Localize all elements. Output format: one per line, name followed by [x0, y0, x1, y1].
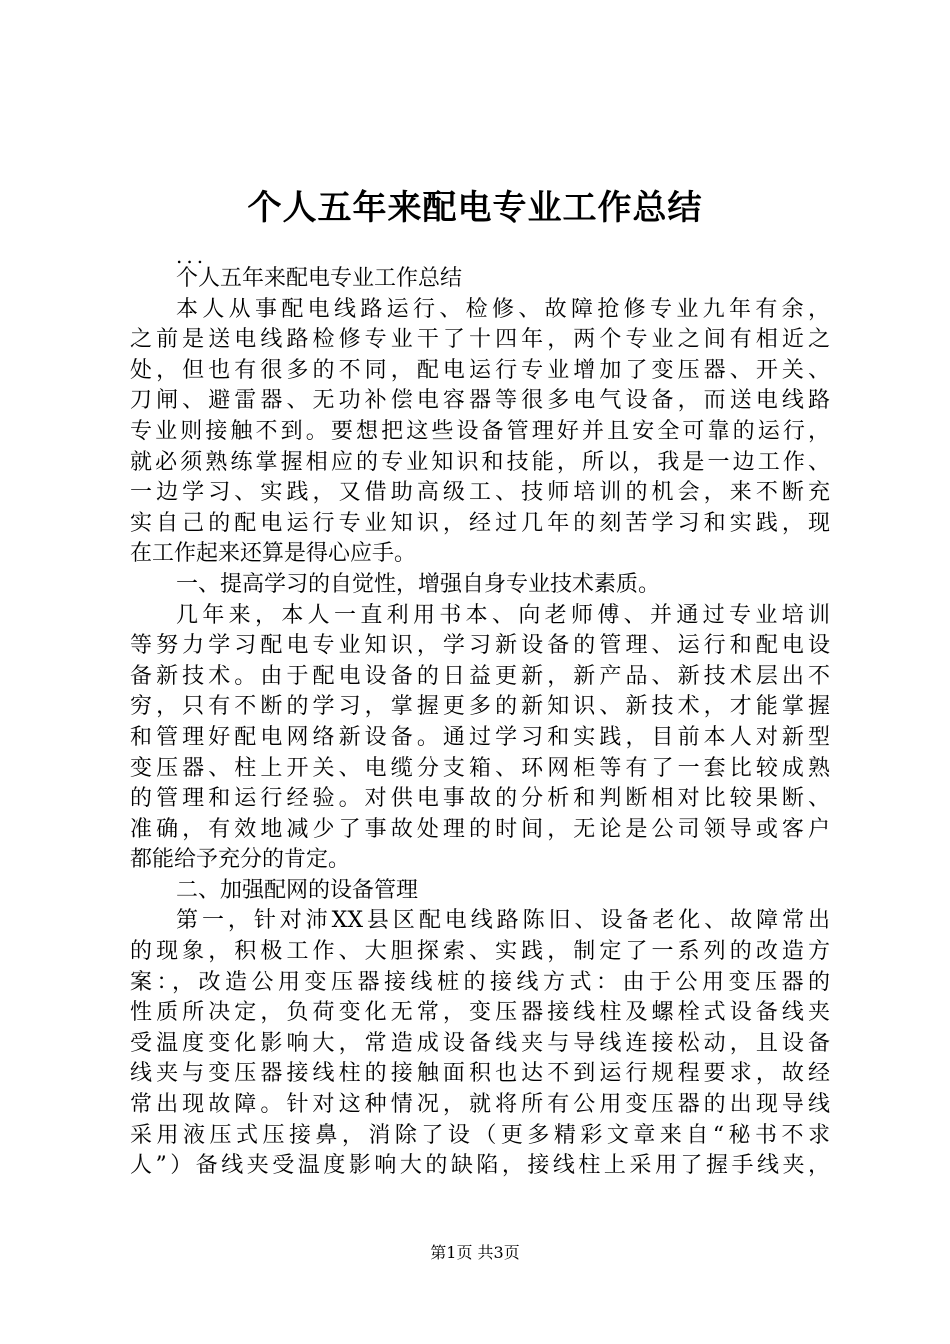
- text-line: 之前是送电线路检修专业干了十四年，两个专业之间有相近之: [130, 327, 830, 353]
- text-line: 在工作起来还算是得心应手。: [130, 541, 417, 567]
- text-line: 备新技术。由于配电设备的日益更新，新产品、新技术层出不: [130, 663, 830, 689]
- text-line: 一、提高学习的自觉性，增强自身专业技术素质。: [176, 571, 661, 597]
- text-line: 的管理和运行经验。对供电事故的分析和判断相对比较果断、: [130, 786, 830, 812]
- text-line: 采用液压式压接鼻，消除了设（更多精彩文章来自“秘书不求: [130, 1122, 830, 1148]
- text-line: 穷，只有不断的学习，掌握更多的新知识、新技术，才能掌握: [130, 694, 830, 720]
- page-footer: 第1页 共3页: [430, 1243, 520, 1262]
- text-line: 专业则接触不到。要想把这些设备管理好并且安全可靠的运行，: [130, 418, 830, 444]
- text-line: 第一，针对沛XX县区配电线路陈旧、设备老化、故障常出: [176, 908, 830, 934]
- text-line: 性质所决定，负荷变化无常，变压器接线柱及螺栓式设备线夹: [130, 1000, 830, 1026]
- text-line: 一边学习、实践，又借助高级工、技师培训的机会，来不断充: [130, 480, 830, 506]
- text-line: 个人五年来配电专业工作总结: [176, 266, 463, 291]
- text-line: 变压器、柱上开关、电缆分支箱、环网柜等有了一套比较成熟: [130, 755, 830, 781]
- text-line: 几年来，本人一直利用书本、向老师傅、并通过专业培训: [176, 602, 830, 628]
- text-line: 受温度变化影响大，常造成设备线夹与导线连接松动，且设备: [130, 1030, 830, 1056]
- text-line: 线夹与变压器接线柱的接触面积也达不到运行规程要求，故经: [130, 1061, 830, 1087]
- text-line: 准确，有效地减少了事故处理的时间，无论是公司领导或客户: [130, 816, 830, 842]
- ellipsis-marker: ...: [176, 244, 208, 268]
- text-line: 常出现故障。针对这种情况，就将所有公用变压器的出现导线: [130, 1092, 830, 1118]
- text-line: 和管理好配电网络新设备。通过学习和实践，目前本人对新型: [130, 724, 830, 750]
- text-line: 实自己的配电运行专业知识，经过几年的刻苦学习和实践，现: [130, 510, 830, 536]
- text-line: 二、加强配网的设备管理: [176, 877, 419, 903]
- text-line: 处，但也有很多的不同，配电运行专业增加了变压器、开关、: [130, 357, 830, 383]
- text-line: 刀闸、避雷器、无功补偿电容器等很多电气设备，而送电线路: [130, 388, 830, 414]
- text-line: 等努力学习配电专业知识，学习新设备的管理、运行和配电设: [130, 633, 830, 659]
- document-title: 个人五年来配电专业工作总结: [247, 188, 703, 228]
- text-line: 就必须熟练掌握相应的专业知识和技能，所以，我是一边工作、: [130, 449, 830, 475]
- text-line: 本人从事配电线路运行、检修、故障抢修专业九年有余，: [176, 296, 830, 322]
- text-line: 的现象，积极工作、大胆探索、实践，制定了一系列的改造方: [130, 939, 830, 965]
- text-line: 案：，改造公用变压器接线桩的接线方式：由于公用变压器的: [130, 969, 830, 995]
- text-line: 人”）备线夹受温度影响大的缺陷，接线柱上采用了握手线夹，: [130, 1153, 830, 1179]
- document-body: [130, 264, 830, 1182]
- text-line: 都能给予充分的肯定。: [130, 847, 351, 873]
